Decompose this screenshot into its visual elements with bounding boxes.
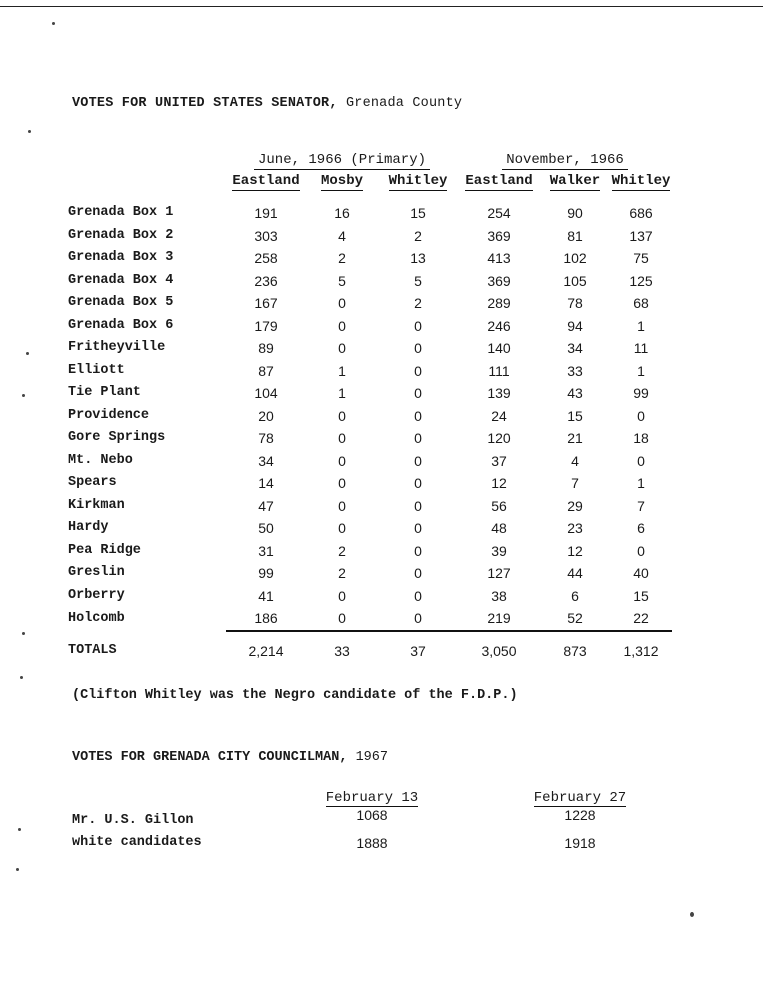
table-cell: 0 [414,452,422,469]
november-group-header [458,150,672,170]
totals-cell: 1,312 [623,642,659,659]
table-cell: 15 [633,587,649,604]
table-cell: 40 [633,565,649,581]
column-header: Eastland [232,173,300,189]
table-cell: 0 [414,475,422,491]
table-cell: 68 [633,295,649,311]
table-cell: 1 [637,475,645,491]
table-cell: 0 [414,340,422,356]
totals-spacer [68,631,672,640]
row-label: Gore Springs [68,430,166,445]
table-cell: 0 [338,430,346,446]
row-label: Grenada Box 1 [68,205,174,220]
column-header: Mosby [320,173,363,189]
scan-speck [690,912,694,917]
row-label-header-blank [68,170,226,192]
table-cell: 87 [258,362,274,379]
table-cell: 140 [487,340,511,356]
table-cell: 0 [414,385,422,401]
table-cell: 20 [258,407,274,424]
table-cell: 0 [414,520,422,536]
table-cell: 105 [563,272,587,289]
table-row [68,270,672,293]
table-cell: 1 [637,317,645,334]
table-cell: 94 [567,317,583,334]
senate-votes-title [72,96,462,111]
table-cell: 41 [258,587,274,604]
totals-cell: 2,214 [248,642,284,659]
table-cell: 23 [567,520,583,536]
table-cell: 48 [491,520,507,536]
row-label: Grenada Box 5 [68,295,174,310]
table-row [68,337,672,360]
row-label: Grenada Box 2 [68,227,174,243]
row-label: Spears [68,475,117,490]
table-cell: 5 [338,272,346,289]
table-cell: 90 [567,205,583,221]
table-cell: 0 [637,542,645,559]
scan-speck [52,22,55,25]
table-cell: 0 [414,362,422,379]
table-cell: 2 [414,227,422,244]
table-row [68,472,672,495]
table-cell: 6 [571,587,579,604]
table-cell: 78 [258,430,274,446]
table-cell: 12 [491,475,507,491]
table-row [68,585,672,608]
table-cell: 47 [258,497,274,514]
table-cell: 33 [567,362,583,379]
table-cell: 258 [254,250,278,266]
table-group-header-row [68,150,672,170]
column-header: Eastland [465,173,533,189]
table-column-header-row [68,170,672,192]
totals-cell: 37 [410,642,426,659]
council-title-caps: VOTES FOR GRENADA CITY COUNCILMAN, [72,750,348,765]
table-cell: 89 [258,340,274,356]
table-cell: 43 [567,385,583,401]
row-label-header [68,150,226,170]
footnote: (Clifton Whitley was the Negro candidate of the F.D.P.) [72,688,518,703]
table-cell: 0 [338,452,346,469]
table-row [68,202,672,225]
primary-group-label: June, 1966 (Primary) [254,151,430,170]
table-row [68,360,672,383]
table-cell: 0 [637,407,645,424]
table-row [68,405,672,428]
table-cell: 0 [414,430,422,446]
row-label: Tie Plant [68,385,141,400]
table-cell: 6 [637,520,645,536]
table-cell: 0 [414,497,422,514]
row-label: Orberry [68,587,125,603]
table-cell: 12 [567,542,583,559]
table-row [68,517,672,540]
scan-speck [16,868,19,871]
table-cell: 21 [567,430,583,446]
row-label: Grenada Box 4 [68,272,174,288]
table-cell: 219 [458,607,540,631]
table-cell: 369 [487,227,511,244]
table-cell: 289 [487,295,511,311]
table-cell: 2 [338,250,346,266]
table-cell: 34 [567,340,583,356]
table-cell: 102 [563,250,587,266]
table-cell: 7 [571,475,579,491]
table-cell: 0 [306,607,378,631]
totals-row [68,640,672,663]
table-cell: 99 [258,565,274,581]
table-cell: 52 [540,607,610,631]
column-header: Whitley [388,173,448,189]
table-cell: 81 [567,227,583,244]
table-cell: 0 [414,542,422,559]
table-cell: 31 [258,542,274,559]
november-group-label: November, 1966 [502,151,628,170]
council-column-header: February 27 [533,790,627,806]
page-top-edge [0,6,763,7]
table-cell: 4 [338,227,346,244]
table-cell: 120 [487,430,511,446]
senate-votes-table [68,150,672,662]
scan-speck [28,130,31,133]
totals-cell: 873 [563,642,587,659]
totals-cell: 3,050 [481,642,517,659]
table-cell: 0 [338,520,346,536]
table-row [68,450,672,473]
scan-speck [20,676,23,679]
table-cell: 50 [258,520,274,536]
table-cell: 0 [338,340,346,356]
table-cell: 18 [633,430,649,446]
table-row [68,562,672,585]
table-row [68,382,672,405]
table-cell: 34 [258,452,274,469]
council-column-header: February 13 [325,790,419,806]
table-cell: 14 [258,475,274,491]
table-cell: 0 [414,565,422,581]
table-row [68,315,672,338]
table-cell: 13 [410,250,426,266]
table-cell: 0 [414,587,422,604]
table-cell: 0 [338,587,346,604]
table-row [68,607,672,631]
table-cell: 303 [254,227,278,244]
council-cell: 1228 [564,807,596,823]
table-cell: 75 [633,250,649,266]
table-cell: 104 [254,385,278,401]
table-cell: 413 [487,250,511,266]
table-cell: 179 [254,317,278,334]
table-cell: 127 [487,565,511,581]
table-cell: 24 [491,407,507,424]
column-header: Whitley [611,173,671,189]
table-cell: 22 [610,607,672,631]
table-cell: 167 [254,295,278,311]
header-spacer [68,192,672,202]
table-cell: 16 [334,205,350,221]
row-label: Mt. Nebo [68,452,133,468]
table-cell: 29 [567,497,583,514]
table-cell: 0 [338,317,346,334]
council-cell: 1918 [564,835,596,851]
row-label: Hardy [68,520,109,535]
scan-speck [22,394,25,397]
scan-speck [22,632,25,635]
table-row [68,427,672,450]
row-label: Elliott [68,362,125,378]
table-cell: 254 [487,205,511,221]
scan-speck [26,352,29,355]
council-row-label: white candidates [72,835,202,850]
table-cell: 15 [410,205,426,221]
table-cell: 236 [254,272,278,289]
table-row [68,247,672,270]
table-cell: 186 [226,607,306,631]
table-cell: 0 [414,407,422,424]
table-cell: 111 [488,362,510,379]
table-cell: 125 [629,272,653,289]
table-cell: 2 [338,565,346,581]
council-title-rest: 1967 [355,750,388,765]
table-cell: 44 [567,565,583,581]
row-label: Kirkman [68,497,125,513]
table-cell: 139 [487,385,511,401]
table-cell: 7 [637,497,645,514]
table-cell: 137 [629,227,653,244]
council-cell: 1068 [356,807,388,823]
table-cell: 1 [338,385,346,401]
row-label: Grenada Box 3 [68,250,174,265]
table-cell: 38 [491,587,507,604]
table-cell: 11 [633,340,649,356]
table-cell: 2 [338,542,346,559]
row-label: Holcomb [68,610,125,626]
senate-table-body [68,202,672,662]
table-cell: 2 [414,295,422,311]
row-label: Pea Ridge [68,542,141,558]
table-cell: 1 [637,362,645,379]
table-cell: 56 [491,497,507,514]
table-cell: 369 [487,272,511,289]
totals-cell: 33 [334,642,350,659]
council-cell: 1888 [356,835,388,851]
row-label: Greslin [68,565,125,580]
table-cell: 78 [567,295,583,311]
row-label: Fritheyville [68,340,166,355]
table-cell: 99 [633,385,649,401]
table-cell: 5 [414,272,422,289]
table-cell: 39 [491,542,507,559]
table-cell: 4 [571,452,579,469]
table-cell: 0 [637,452,645,469]
council-row-label: Mr. U.S. Gillon [72,813,194,828]
table-cell: 246 [487,317,511,334]
table-cell: 0 [338,295,346,311]
totals-label: TOTALS [68,642,117,658]
table-cell: 0 [414,317,422,334]
table-row [68,495,672,518]
row-label: Grenada Box 6 [68,317,174,333]
table-cell: 0 [338,475,346,491]
table-cell: 0 [378,607,458,631]
table-cell: 1 [338,362,346,379]
scan-speck [18,828,21,831]
senate-title-caps: VOTES FOR UNITED STATES SENATOR, [72,96,338,111]
table-cell: 0 [338,407,346,424]
senate-title-rest: Grenada County [345,96,463,111]
table-cell: 15 [567,407,583,424]
table-row [68,292,672,315]
table-row [68,225,672,248]
table-row [68,540,672,563]
column-header: Walker [549,173,601,189]
council-votes-title [72,750,388,765]
primary-group-header [226,150,458,170]
table-cell: 191 [254,205,278,221]
row-label: Providence [68,407,150,423]
table-cell: 37 [491,452,507,469]
table-cell: 686 [629,205,653,221]
table-cell: 0 [338,497,346,514]
